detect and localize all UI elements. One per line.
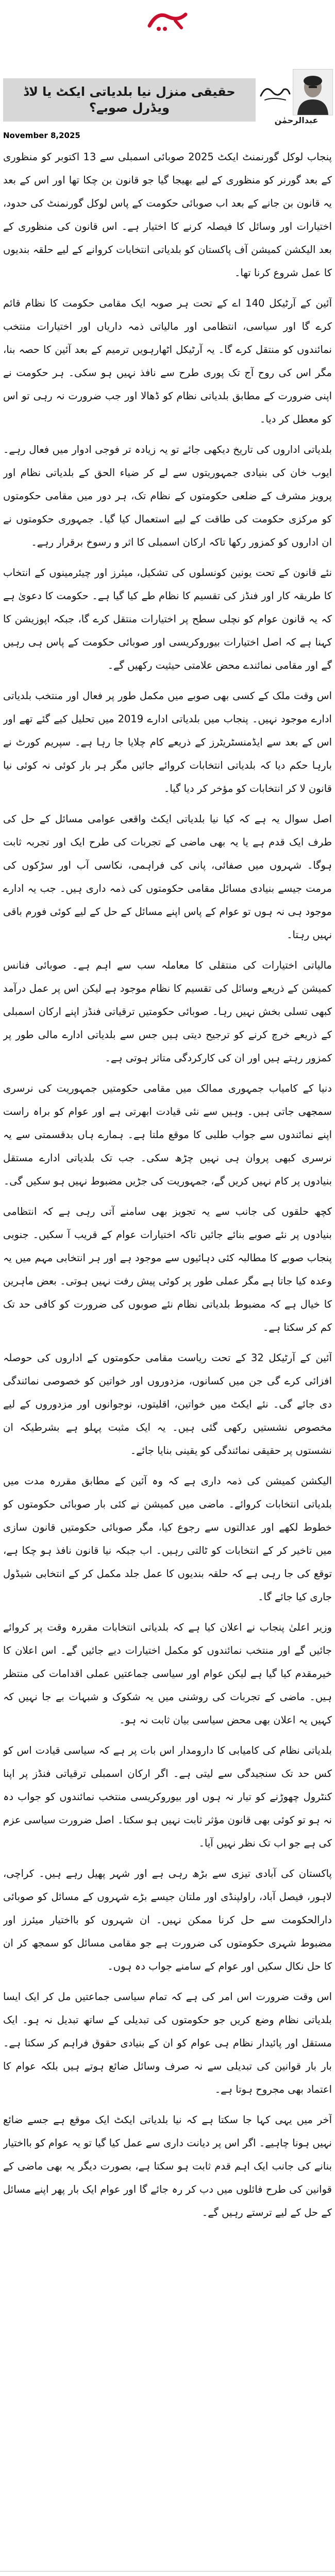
publish-date: November 8,2025 <box>3 131 80 140</box>
headline: حقیقی منزل نیا بلدیاتی ایکٹ یا لاڈ ویڈرل صوبے؟ <box>23 84 236 115</box>
column-header <box>0 68 335 131</box>
footer-divider <box>0 2571 335 2572</box>
article-body <box>3 145 332 2556</box>
author-name: عبدالرحمٰن <box>274 115 319 125</box>
avatar-icon <box>293 70 332 115</box>
article-paragraph: پاکستان کی آبادی تیزی سے بڑھ رہی ہے اور شہر پھیل رہے ہیں۔ کراچی، لاہور، فیصل آباد، راولپنڈی اور ملتان جیسے بڑے شہروں کے مسائل کو صوبائی دارالحکومت سے حل کرنا ممکن نہیں۔ ان شہروں کو بااختیار میئرز اور مضبوط شہری حکومتوں کی ضرورت ہے جو مقامی مسائل کو سمجھ کر ان کا حل نکال سکیں اور عوام کے سامنے جواب دہ ہوں۔ <box>3 1868 332 1972</box>
article-paragraph: بلدیاتی نظام کی کامیابی کا دارومدار اس بات پر ہے کہ سیاسی قیادت اس کو کس حد تک سنجیدگی سے لیتی ہے۔ اگر ارکان اسمبلی ترقیاتی فنڈز پر اپنا کنٹرول چھوڑنے کو تیار نہ ہوں اور بیوروکریسی منتخب نمائندوں کو جواب دہ نہ ہو تو کوئی بھی قانون مؤثر ثابت نہیں ہو سکتا۔ اصل ضرورت سیاسی عزم کی ہے جو اب تک نظر نہیں آیا۔ <box>3 1744 332 1849</box>
article-paragraph: آئین کے آرٹیکل 140 اے کے تحت ہر صوبہ ایک مقامی حکومت کا نظام قائم کرے گا اور سیاسی، انتظامی اور مالیاتی ذمہ داریاں اور اختیارات منتخب نمائندوں کو منتقل کرے گا۔ یہ آرٹیکل اٹھارہویں ترمیم کے بعد آئین کا حصہ بنا، مگر اس کی روح آج تک پوری طرح سے نافذ نہیں ہو سکی۔ ہر حکومت نے اپنی ضرورت کے مطابق بلدیاتی نظام کو ڈھالا اور جب ضرورت نہ رہی تو اس کو معطل کر دیا۔ <box>3 297 332 425</box>
article-paragraph: آئین کے آرٹیکل 32 کے تحت ریاست مقامی حکومتوں کے اداروں کی حوصلہ افزائی کرے گی جن میں کسانوں، مزدوروں اور خواتین کو خصوصی نمائندگی دی جائے گی۔ نئے ایکٹ میں خواتین، اقلیتوں، نوجوانوں اور مزدوروں کے لیے مخصوص نشستیں رکھی گئی ہیں۔ یہ ایک مثبت پہلو ہے بشرطیکہ ان نشستوں پر حقیقی نمائندگی کو یقینی بنایا جائے۔ <box>3 1352 332 1456</box>
article-paragraph: کچھ حلقوں کی جانب سے یہ تجویز بھی سامنے آتی رہی ہے کہ انتظامی بنیادوں پر نئے صوبے بنائے جائیں تاکہ اختیارات عوام کے قریب آ سکیں۔ جنوبی پنجاب صوبے کا مطالبہ کئی دہائیوں سے موجود ہے اور ہر انتخابی مہم میں یہ وعدہ کیا جاتا ہے مگر عملی طور پر کوئی پیش رفت نہیں ہوتی۔ بعض ماہرین کا خیال ہے کہ مضبوط بلدیاتی نظام نئے صوبوں کی ضرورت کو کافی حد تک کم کر سکتا ہے۔ <box>3 1206 332 1333</box>
headline-bar <box>3 78 256 122</box>
signature-icon <box>258 76 293 107</box>
article-paragraph: پنجاب لوکل گورنمنٹ ایکٹ 2025 صوبائی اسمبلی سے 13 اکتوبر کو منظوری کے بعد گورنر کو منظوری کے لیے بھیجا گیا جو قانون بن چکا تھا اور اس کے بعد یہ قانون بن جانے کے بعد اب صوبائی حکومت کے پاس لوکل گورنمنٹ کی حدود، اختیارات اور وسائل کا فیصلہ کرنے کا اختیار ہے۔ اس قانون کی منظوری کے بعد الیکشن کمیشن آف پاکستان کو بلدیاتی انتخابات کروانے کے لیے حلقہ بندیوں کا عمل شروع کرنا تھا۔ <box>3 151 332 279</box>
dunya-logo[interactable] <box>144 5 191 35</box>
article-paragraph: اس وقت ملک کے کسی بھی صوبے میں مکمل طور پر فعال اور منتخب بلدیاتی ادارے موجود نہیں۔ پنجاب میں بلدیاتی ادارے 2019 میں تحلیل کیے گئے تھے اور اس کے بعد سے ایڈمنسٹریٹرز کے ذریعے کام چلایا جا رہا ہے۔ سپریم کورٹ نے بارہا حکم دیا کہ بلدیاتی انتخابات کروائے جائیں مگر ہر بار کوئی نہ کوئی نیا قانون لا کر انتخابات کو مؤخر کر دیا گیا۔ <box>3 690 332 794</box>
dunya-logo-mark <box>144 5 191 35</box>
author-box <box>258 68 335 131</box>
article-paragraph: اصل سوال یہ ہے کہ کیا نیا بلدیاتی ایکٹ واقعی عوامی مسائل کے حل کی طرف ایک قدم ہے یا یہ بھی ماضی کے تجربات کی طرح ایک اور تجربہ ثابت ہوگا۔ شہروں میں صفائی، پانی کی فراہمی، نکاسی آب اور سڑکوں کی مرمت جیسے بنیادی مسائل مقامی حکومتوں کی ذمہ داری ہیں۔ جب یہ ادارے موجود ہی نہ ہوں تو عوام کے پاس اپنے مسائل کے حل کے لیے کوئی فورم باقی نہیں رہتا۔ <box>3 813 332 941</box>
article-paragraph: مالیاتی اختیارات کی منتقلی کا معاملہ سب سے اہم ہے۔ صوبائی فنانس کمیشن کے ذریعے وسائل کی تقسیم کا نظام موجود ہے لیکن اس پر عمل درآمد کبھی تسلی بخش نہیں رہا۔ صوبائی حکومتیں ترقیاتی فنڈز اپنے ارکان اسمبلی کے ذریعے خرچ کرنے کو ترجیح دیتی ہیں جس سے بلدیاتی ادارے مالی طور پر کمزور رہتے ہیں اور ان کی کارکردگی متاثر ہوتی ہے۔ <box>3 959 332 1064</box>
article-paragraph: اس وقت ضرورت اس امر کی ہے کہ تمام سیاسی جماعتیں مل کر ایک ایسا بلدیاتی نظام وضع کریں جو حکومتوں کی تبدیلی کے ساتھ تبدیل نہ ہو۔ ایک مستقل اور پائیدار نظام ہی عوام کو ان کے بنیادی حقوق فراہم کر سکتا ہے۔ بار بار قوانین کی تبدیلی سے نہ صرف وسائل ضائع ہوتے ہیں بلکہ عوام کا اعتماد بھی مجروح ہوتا ہے۔ <box>3 1991 332 2095</box>
author-signature <box>258 76 293 107</box>
article-paragraph: آخر میں یہی کہا جا سکتا ہے کہ نیا بلدیاتی ایکٹ ایک موقع ہے جسے ضائع نہیں ہونا چاہیے۔ اگر اس پر دیانت داری سے عمل کیا گیا تو یہ عوام کو بااختیار بنانے کی جانب ایک اہم قدم ثابت ہو سکتا ہے، بصورت دیگر یہ بھی ماضی کے قوانین کی طرح فائلوں میں دب کر رہ جائے گا اور عوام ایک بار پھر اپنے مسائل کے حل کے لیے ترستے رہیں گے۔ <box>3 2114 332 2218</box>
article-paragraph: نئے قانون کے تحت یونین کونسلوں کی تشکیل، میئرز اور چیئرمینوں کے انتخاب کا طریقہ کار اور فنڈز کی تقسیم کا نظام طے کیا گیا ہے۔ حکومت کا دعویٰ ہے کہ یہ قانون عوام کو نچلی سطح پر اختیارات منتقل کرے گا، جبکہ اپوزیشن کا کہنا ہے کہ اصل اختیارات بیوروکریسی اور صوبائی حکومت کے پاس ہی رہیں گے اور مقامی نمائندے محض علامتی حیثیت رکھیں گے۔ <box>3 567 332 671</box>
article-paragraph: وزیر اعلیٰ پنجاب نے اعلان کیا ہے کہ بلدیاتی انتخابات مقررہ وقت پر کروائے جائیں گے اور منتخب نمائندوں کو مکمل اختیارات دیے جائیں گے۔ اس اعلان کا خیرمقدم کیا گیا ہے لیکن عوام اور سیاسی جماعتیں عملی اقدامات کی منتظر ہیں۔ ماضی کے تجربات کی روشنی میں یہ شکوک و شبہات بے جا نہیں کہ کہیں یہ اعلان بھی محض سیاسی بیان ثابت نہ ہو۔ <box>3 1621 332 1726</box>
author-photo <box>293 69 333 115</box>
article-paragraph: دنیا کے کامیاب جمہوری ممالک میں مقامی حکومتیں جمہوریت کی نرسری سمجھی جاتی ہیں۔ وہیں سے نئی قیادت ابھرتی ہے اور عوام کو براہ راست اپنے نمائندوں سے جواب طلبی کا موقع ملتا ہے۔ ہمارے ہاں بدقسمتی سے یہ نرسری کبھی پروان ہی نہیں چڑھ سکی۔ جب تک بلدیاتی ادارے مستقل بنیادوں پر کام نہیں کریں گے، جمہوریت کی جڑیں مضبوط نہیں ہو سکیں گی۔ <box>3 1082 332 1187</box>
article-paragraph: الیکشن کمیشن کی ذمہ داری ہے کہ وہ آئین کے مطابق مقررہ مدت میں بلدیاتی انتخابات کروائے۔ ماضی میں کمیشن نے کئی بار صوبائی حکومتوں کو خطوط لکھے اور عدالتوں سے رجوع کیا، مگر صوبائی حکومتیں قانون سازی میں تاخیر کر کے انتخابات کو ٹالتی رہیں۔ اب جبکہ نیا قانون نافذ ہو چکا ہے، توقع کی جا رہی ہے کہ حلقہ بندیوں کا عمل جلد مکمل کر کے انتخابی شیڈول جاری کیا جائے گا۔ <box>3 1475 332 1603</box>
masthead <box>0 0 335 68</box>
article-paragraph: بلدیاتی اداروں کی تاریخ دیکھی جائے تو یہ زیادہ تر فوجی ادوار میں فعال رہے۔ ایوب خان کی بنیادی جمہوریتوں سے لے کر ضیاء الحق کے بلدیاتی نظام اور پرویز مشرف کے ضلعی حکومتوں کے نظام تک، ہر دور میں مقامی حکومتوں کو مرکزی حکومت کی طاقت کے لیے استعمال کیا گیا۔ جمہوری حکومتوں نے ان اداروں کو کمزور رکھا تاکہ ارکان اسمبلی کا اثر و رسوخ برقرار رہے۔ <box>3 444 332 548</box>
